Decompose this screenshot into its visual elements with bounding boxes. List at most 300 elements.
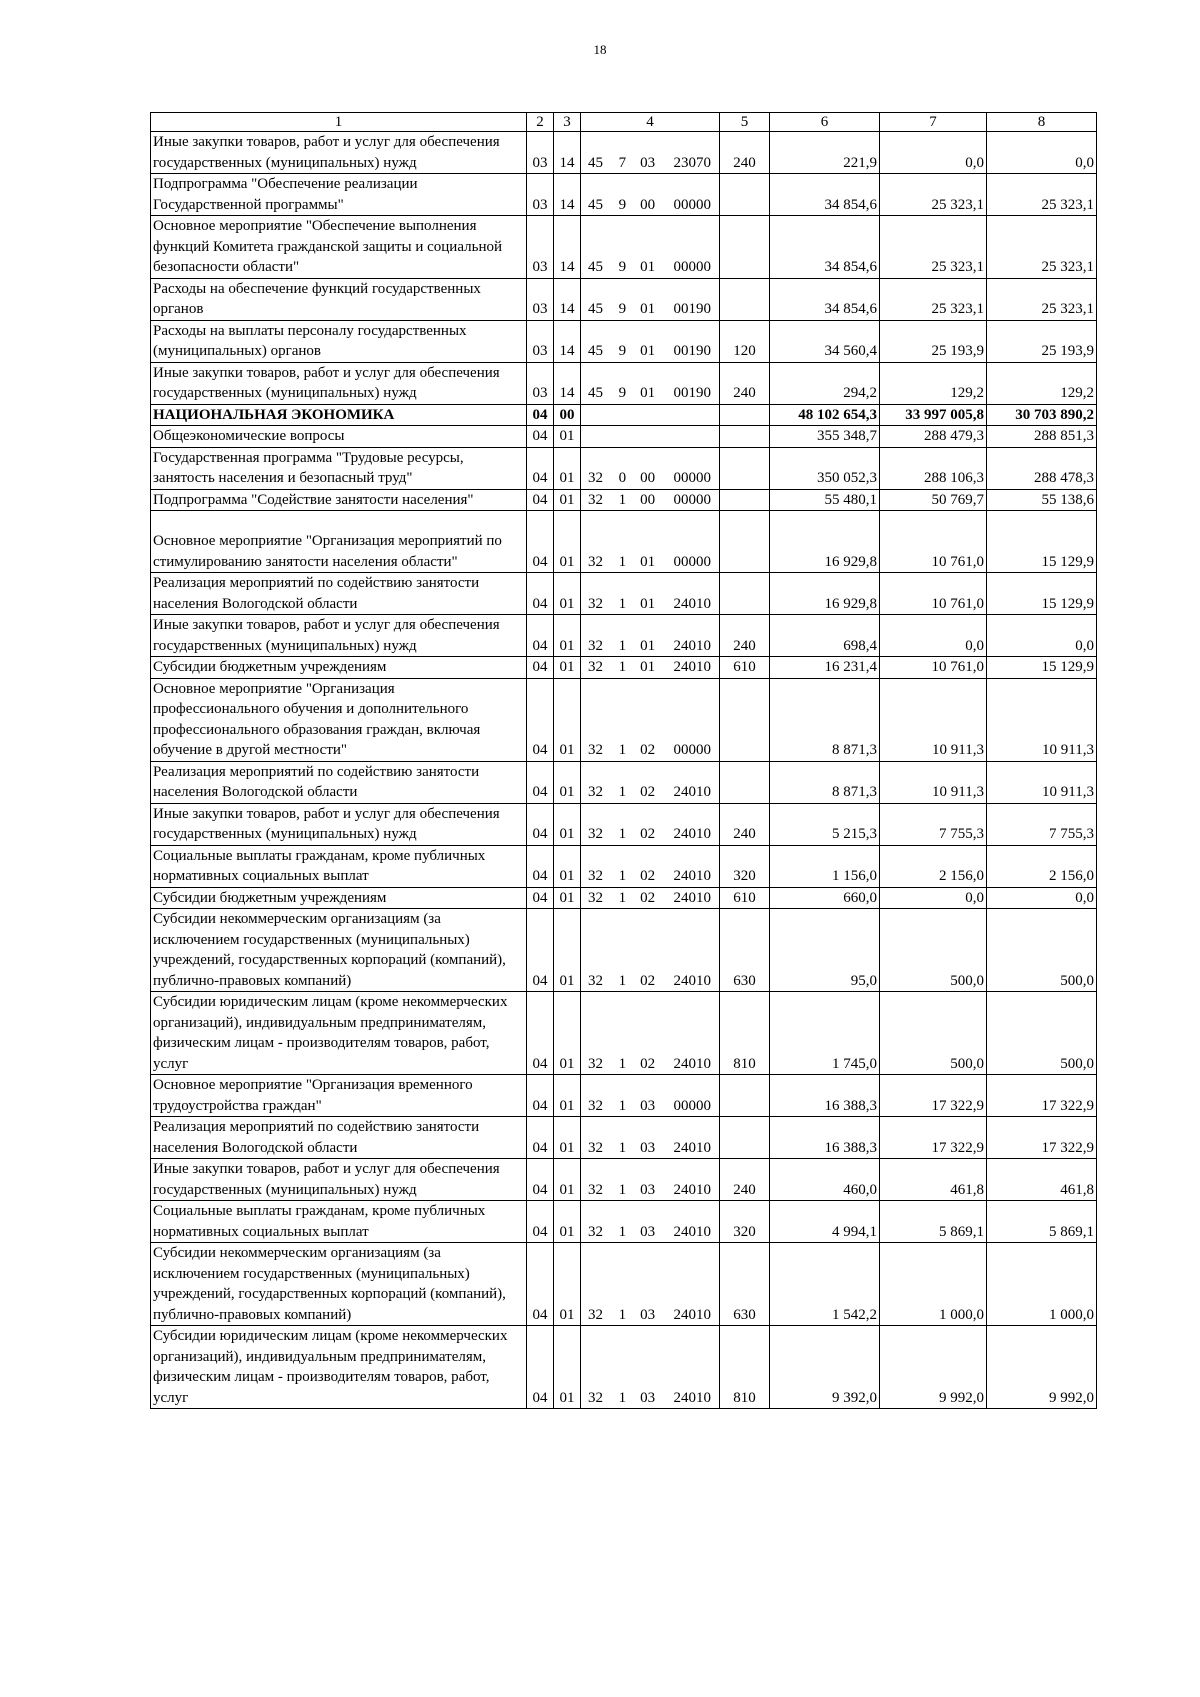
amount-col-6: 5 215,3 — [770, 803, 880, 845]
code-part: 00000 — [673, 491, 711, 508]
table-row — [151, 489, 1097, 511]
subsection-code: 01 — [554, 887, 581, 909]
row-name: Основное мероприятие "Организация временного трудоустройства граждан" — [151, 1075, 527, 1117]
section-code: 04 — [527, 909, 554, 992]
code-part: 02 — [640, 972, 656, 989]
subsection-code: 01 — [554, 803, 581, 845]
row-name: Иные закупки товаров, работ и услуг для обеспечения государственных (муниципальных) нужд — [151, 615, 527, 657]
amount-col-7: 17 322,9 — [880, 1117, 987, 1159]
section-code: 04 — [527, 1075, 554, 1117]
expense-type-code — [720, 278, 770, 320]
section-code: 04 — [527, 803, 554, 845]
section-code: 03 — [527, 216, 554, 279]
subsection-code: 01 — [554, 615, 581, 657]
row-name: Субсидии бюджетным учреждениям — [151, 657, 527, 679]
table-row — [151, 404, 1097, 426]
table-row — [151, 174, 1097, 216]
amount-col-8: 25 193,9 — [987, 320, 1097, 362]
row-name: Субсидии юридическим лицам (кроме некоммерческих организаций), индивидуальным предпринимателям, физическим лицам - производителям товаров, работ, услуг — [151, 992, 527, 1075]
expense-type-code — [720, 678, 770, 761]
code-part: 45 — [588, 259, 603, 275]
amount-col-7: 9 992,0 — [880, 1326, 987, 1409]
expense-type-code — [720, 404, 770, 426]
code-part: 9 — [618, 259, 627, 275]
subsection-code: 01 — [554, 1201, 581, 1243]
code-part: 1 — [618, 1306, 627, 1323]
amount-col-7: 129,2 — [880, 362, 987, 404]
target-article-code — [581, 909, 720, 992]
section-code: 04 — [527, 845, 554, 887]
target-article-code — [581, 511, 720, 573]
target-article-code — [581, 278, 720, 320]
code-part: 1 — [618, 1181, 627, 1198]
amount-col-6: 34 560,4 — [770, 320, 880, 362]
amount-col-7: 10 911,3 — [880, 761, 987, 803]
code-part: 00 — [640, 470, 656, 486]
amount-col-6: 350 052,3 — [770, 447, 880, 489]
header-row — [151, 113, 1097, 132]
column-header: 3 — [554, 113, 581, 132]
code-part: 00 — [640, 491, 656, 508]
code-part: 1 — [618, 868, 627, 884]
code-part: 32 — [588, 826, 603, 842]
subsection-code: 01 — [554, 1117, 581, 1159]
section-code: 04 — [527, 678, 554, 761]
code-part: 1 — [618, 826, 627, 842]
amount-col-6: 460,0 — [770, 1159, 880, 1201]
expense-type-code: 630 — [720, 909, 770, 992]
expense-type-code: 320 — [720, 845, 770, 887]
code-part: 32 — [588, 659, 603, 675]
row-name: Расходы на выплаты персоналу государственных (муниципальных) органов — [151, 320, 527, 362]
code-part: 1 — [618, 637, 627, 654]
target-article-code — [581, 320, 720, 362]
row-name: Субсидии некоммерческим организациям (за исключением государственных (муниципальных) учреждений, государственных корпораций (компаний), публично-правовых компаний) — [151, 909, 527, 992]
expense-type-code: 240 — [720, 132, 770, 174]
code-part: 00000 — [673, 1097, 711, 1114]
amount-col-7: 500,0 — [880, 992, 987, 1075]
table-body — [151, 132, 1097, 1409]
amount-col-6: 660,0 — [770, 887, 880, 909]
subsection-code: 01 — [554, 1243, 581, 1326]
code-part: 24010 — [673, 784, 711, 800]
code-part: 00190 — [673, 301, 711, 317]
row-name: НАЦИОНАЛЬНАЯ ЭКОНОМИКА — [151, 404, 527, 426]
target-article-code — [581, 1075, 720, 1117]
amount-col-6: 48 102 654,3 — [770, 404, 880, 426]
amount-col-8: 1 000,0 — [987, 1243, 1097, 1326]
code-part: 24010 — [673, 1181, 711, 1198]
row-name: Подпрограмма "Содействие занятости населения" — [151, 489, 527, 511]
table-row — [151, 216, 1097, 279]
target-article-code — [581, 887, 720, 909]
table-row — [151, 1326, 1097, 1409]
amount-col-8: 500,0 — [987, 992, 1097, 1075]
target-article-code — [581, 657, 720, 679]
amount-col-8: 17 322,9 — [987, 1117, 1097, 1159]
amount-col-6: 221,9 — [770, 132, 880, 174]
section-code: 04 — [527, 447, 554, 489]
code-part: 00190 — [673, 343, 711, 359]
code-part: 01 — [640, 659, 656, 675]
code-part: 32 — [588, 637, 603, 654]
amount-col-6: 8 871,3 — [770, 678, 880, 761]
subsection-code: 14 — [554, 320, 581, 362]
code-part: 1 — [618, 889, 627, 906]
row-name: Иные закупки товаров, работ и услуг для обеспечения государственных (муниципальных) нужд — [151, 803, 527, 845]
code-part: 00190 — [673, 385, 711, 401]
code-part: 24010 — [673, 1306, 711, 1323]
budget-table — [150, 112, 1097, 1409]
code-part: 45 — [588, 196, 603, 213]
column-header: 1 — [151, 113, 527, 132]
code-part: 24010 — [673, 1055, 711, 1072]
expense-type-code: 240 — [720, 615, 770, 657]
section-code: 04 — [527, 1201, 554, 1243]
code-part: 9 — [618, 301, 627, 317]
expense-type-code — [720, 426, 770, 448]
amount-col-8: 15 129,9 — [987, 657, 1097, 679]
table-row — [151, 132, 1097, 174]
code-part: 24010 — [673, 659, 711, 675]
section-code: 03 — [527, 278, 554, 320]
table-row — [151, 1159, 1097, 1201]
expense-type-code — [720, 1117, 770, 1159]
expense-type-code — [720, 489, 770, 511]
section-code: 04 — [527, 1159, 554, 1201]
subsection-code: 01 — [554, 761, 581, 803]
code-part: 1 — [618, 491, 627, 508]
code-part: 1 — [618, 784, 627, 800]
code-part: 32 — [588, 1139, 603, 1156]
amount-col-8: 25 323,1 — [987, 278, 1097, 320]
code-part: 0 — [618, 470, 627, 486]
amount-col-6: 16 929,8 — [770, 511, 880, 573]
amount-col-6: 16 388,3 — [770, 1117, 880, 1159]
row-name: Реализация мероприятий по содействию занятости населения Вологодской области — [151, 761, 527, 803]
amount-col-8: 15 129,9 — [987, 573, 1097, 615]
amount-col-7: 50 769,7 — [880, 489, 987, 511]
subsection-code: 01 — [554, 426, 581, 448]
amount-col-7: 0,0 — [880, 132, 987, 174]
table-row — [151, 278, 1097, 320]
amount-col-6: 4 994,1 — [770, 1201, 880, 1243]
code-part: 32 — [588, 1055, 603, 1072]
amount-col-6: 16 231,4 — [770, 657, 880, 679]
code-part: 02 — [640, 889, 656, 906]
amount-col-8: 2 156,0 — [987, 845, 1097, 887]
code-part: 1 — [618, 1223, 627, 1240]
amount-col-8: 55 138,6 — [987, 489, 1097, 511]
code-part: 00000 — [673, 553, 711, 570]
code-part: 01 — [640, 637, 656, 654]
section-code: 03 — [527, 320, 554, 362]
amount-col-7: 288 106,3 — [880, 447, 987, 489]
row-name: Социальные выплаты гражданам, кроме публичных нормативных социальных выплат — [151, 845, 527, 887]
code-part: 45 — [588, 154, 603, 171]
code-part: 03 — [640, 1389, 656, 1406]
section-code: 04 — [527, 489, 554, 511]
amount-col-8: 0,0 — [987, 615, 1097, 657]
code-part: 1 — [618, 1055, 627, 1072]
table-row — [151, 992, 1097, 1075]
code-part: 02 — [640, 742, 656, 758]
column-header: 2 — [527, 113, 554, 132]
target-article-code — [581, 803, 720, 845]
table-row — [151, 657, 1097, 679]
code-part: 9 — [618, 385, 627, 401]
row-name: Основное мероприятие "Организация мероприятий по стимулированию занятости населения области" — [151, 511, 527, 573]
amount-col-7: 25 193,9 — [880, 320, 987, 362]
amount-col-6: 16 388,3 — [770, 1075, 880, 1117]
section-code: 04 — [527, 992, 554, 1075]
code-part: 32 — [588, 1223, 603, 1240]
section-code: 04 — [527, 761, 554, 803]
column-header: 6 — [770, 113, 880, 132]
target-article-code — [581, 426, 720, 448]
section-code: 04 — [527, 1117, 554, 1159]
amount-col-6: 34 854,6 — [770, 278, 880, 320]
code-part: 01 — [640, 343, 656, 359]
code-part: 24010 — [673, 1389, 711, 1406]
code-part: 24010 — [673, 1139, 711, 1156]
row-name: Реализация мероприятий по содействию занятости населения Вологодской области — [151, 1117, 527, 1159]
code-part: 32 — [588, 553, 603, 570]
code-part: 03 — [640, 1306, 656, 1323]
row-name: Иные закупки товаров, работ и услуг для обеспечения государственных (муниципальных) нужд — [151, 1159, 527, 1201]
table-row — [151, 887, 1097, 909]
amount-col-8: 25 323,1 — [987, 216, 1097, 279]
subsection-code: 01 — [554, 1075, 581, 1117]
amount-col-7: 25 323,1 — [880, 278, 987, 320]
section-code: 04 — [527, 404, 554, 426]
code-part: 32 — [588, 868, 603, 884]
amount-col-6: 95,0 — [770, 909, 880, 992]
target-article-code — [581, 132, 720, 174]
amount-col-7: 500,0 — [880, 909, 987, 992]
code-part: 1 — [618, 1097, 627, 1114]
amount-col-6: 34 854,6 — [770, 174, 880, 216]
amount-col-7: 33 997 005,8 — [880, 404, 987, 426]
amount-col-8: 30 703 890,2 — [987, 404, 1097, 426]
table-row — [151, 909, 1097, 992]
amount-col-8: 9 992,0 — [987, 1326, 1097, 1409]
subsection-code: 01 — [554, 573, 581, 615]
row-name: Субсидии некоммерческим организациям (за исключением государственных (муниципальных) учреждений, государственных корпораций (компаний), публично-правовых компаний) — [151, 1243, 527, 1326]
code-part: 45 — [588, 301, 603, 317]
code-part: 00000 — [673, 196, 711, 213]
code-part: 02 — [640, 784, 656, 800]
amount-col-8: 17 322,9 — [987, 1075, 1097, 1117]
table-row — [151, 678, 1097, 761]
code-part: 1 — [618, 742, 627, 758]
expense-type-code: 240 — [720, 362, 770, 404]
subsection-code: 01 — [554, 657, 581, 679]
code-part: 32 — [588, 1181, 603, 1198]
amount-col-6: 9 392,0 — [770, 1326, 880, 1409]
code-part: 01 — [640, 259, 656, 275]
amount-col-6: 16 929,8 — [770, 573, 880, 615]
subsection-code: 01 — [554, 678, 581, 761]
code-part: 32 — [588, 1097, 603, 1114]
amount-col-8: 288 478,3 — [987, 447, 1097, 489]
column-header: 7 — [880, 113, 987, 132]
code-part: 01 — [640, 553, 656, 570]
row-name: Общеэкономические вопросы — [151, 426, 527, 448]
code-part: 32 — [588, 889, 603, 906]
code-part: 01 — [640, 385, 656, 401]
amount-col-7: 0,0 — [880, 887, 987, 909]
section-code: 04 — [527, 1326, 554, 1409]
amount-col-8: 5 869,1 — [987, 1201, 1097, 1243]
code-part: 32 — [588, 470, 603, 486]
target-article-code — [581, 845, 720, 887]
table-row — [151, 426, 1097, 448]
target-article-code — [581, 761, 720, 803]
subsection-code: 14 — [554, 132, 581, 174]
row-name: Социальные выплаты гражданам, кроме публичных нормативных социальных выплат — [151, 1201, 527, 1243]
code-part: 1 — [618, 1389, 627, 1406]
code-part: 01 — [640, 301, 656, 317]
code-part: 1 — [618, 659, 627, 675]
amount-col-8: 129,2 — [987, 362, 1097, 404]
amount-col-8: 0,0 — [987, 132, 1097, 174]
section-code: 03 — [527, 132, 554, 174]
section-code: 03 — [527, 174, 554, 216]
expense-type-code — [720, 573, 770, 615]
code-part: 1 — [618, 553, 627, 570]
code-part: 03 — [640, 1139, 656, 1156]
amount-col-7: 10 761,0 — [880, 573, 987, 615]
amount-col-7: 1 000,0 — [880, 1243, 987, 1326]
expense-type-code: 120 — [720, 320, 770, 362]
target-article-code — [581, 362, 720, 404]
section-code: 04 — [527, 657, 554, 679]
code-part: 00000 — [673, 742, 711, 758]
row-name: Иные закупки товаров, работ и услуг для обеспечения государственных (муниципальных) нужд — [151, 132, 527, 174]
table-row — [151, 615, 1097, 657]
code-part: 00 — [640, 196, 656, 213]
table-row — [151, 447, 1097, 489]
code-part: 24010 — [673, 1223, 711, 1240]
code-part: 03 — [640, 154, 656, 171]
amount-col-8: 15 129,9 — [987, 511, 1097, 573]
amount-col-7: 17 322,9 — [880, 1075, 987, 1117]
code-part: 32 — [588, 784, 603, 800]
code-part: 32 — [588, 1389, 603, 1406]
subsection-code: 14 — [554, 216, 581, 279]
section-code: 04 — [527, 615, 554, 657]
section-code: 03 — [527, 362, 554, 404]
expense-type-code: 320 — [720, 1201, 770, 1243]
amount-col-6: 55 480,1 — [770, 489, 880, 511]
amount-col-8: 0,0 — [987, 887, 1097, 909]
table-row — [151, 320, 1097, 362]
column-header: 4 — [581, 113, 720, 132]
section-code: 04 — [527, 1243, 554, 1326]
row-name: Субсидии бюджетным учреждениям — [151, 887, 527, 909]
amount-col-7: 7 755,3 — [880, 803, 987, 845]
code-part: 24010 — [673, 972, 711, 989]
target-article-code — [581, 678, 720, 761]
table-row — [151, 573, 1097, 615]
table-row — [151, 1201, 1097, 1243]
expense-type-code: 810 — [720, 992, 770, 1075]
target-article-code — [581, 992, 720, 1075]
section-code: 04 — [527, 426, 554, 448]
row-name: Основное мероприятие "Организация профессионального обучения и дополнительного профессионального образования граждан, включая обучение в другой местности" — [151, 678, 527, 761]
amount-col-8: 7 755,3 — [987, 803, 1097, 845]
code-part: 9 — [618, 196, 627, 213]
row-name: Государственная программа "Трудовые ресурсы, занятость населения и безопасный труд" — [151, 447, 527, 489]
code-part: 24010 — [673, 637, 711, 654]
subsection-code: 01 — [554, 511, 581, 573]
code-part: 24010 — [673, 868, 711, 884]
code-part: 24010 — [673, 889, 711, 906]
code-part: 1 — [618, 595, 627, 612]
expense-type-code: 240 — [720, 803, 770, 845]
subsection-code: 14 — [554, 278, 581, 320]
code-part: 02 — [640, 826, 656, 842]
target-article-code — [581, 1243, 720, 1326]
amount-col-7: 10 911,3 — [880, 678, 987, 761]
code-part: 45 — [588, 385, 603, 401]
code-part: 32 — [588, 595, 603, 612]
amount-col-7: 5 869,1 — [880, 1201, 987, 1243]
amount-col-7: 10 761,0 — [880, 657, 987, 679]
code-part: 9 — [618, 343, 627, 359]
code-part: 32 — [588, 742, 603, 758]
target-article-code — [581, 573, 720, 615]
code-part: 32 — [588, 1306, 603, 1323]
code-part: 1 — [618, 1139, 627, 1156]
code-part: 00000 — [673, 259, 711, 275]
table-row — [151, 845, 1097, 887]
amount-col-8: 10 911,3 — [987, 761, 1097, 803]
subsection-code: 14 — [554, 362, 581, 404]
amount-col-8: 288 851,3 — [987, 426, 1097, 448]
target-article-code — [581, 174, 720, 216]
amount-col-6: 8 871,3 — [770, 761, 880, 803]
amount-col-7: 288 479,3 — [880, 426, 987, 448]
code-part: 00000 — [673, 470, 711, 486]
target-article-code — [581, 1326, 720, 1409]
table-row — [151, 511, 1097, 573]
row-name: Субсидии юридическим лицам (кроме некоммерческих организаций), индивидуальным предпринимателям, физическим лицам - производителям товаров, работ, услуг — [151, 1326, 527, 1409]
code-part: 03 — [640, 1181, 656, 1198]
target-article-code — [581, 216, 720, 279]
code-part: 7 — [618, 154, 627, 171]
section-code: 04 — [527, 887, 554, 909]
code-part: 03 — [640, 1223, 656, 1240]
amount-col-6: 1 156,0 — [770, 845, 880, 887]
amount-col-8: 10 911,3 — [987, 678, 1097, 761]
table-row — [151, 761, 1097, 803]
code-part: 01 — [640, 595, 656, 612]
row-name: Реализация мероприятий по содействию занятости населения Вологодской области — [151, 573, 527, 615]
subsection-code: 00 — [554, 404, 581, 426]
code-part: 02 — [640, 1055, 656, 1072]
expense-type-code — [720, 216, 770, 279]
amount-col-7: 25 323,1 — [880, 174, 987, 216]
code-part: 32 — [588, 491, 603, 508]
code-part: 45 — [588, 343, 603, 359]
code-part: 24010 — [673, 595, 711, 612]
amount-col-8: 461,8 — [987, 1159, 1097, 1201]
expense-type-code: 610 — [720, 657, 770, 679]
amount-col-6: 355 348,7 — [770, 426, 880, 448]
expense-type-code — [720, 511, 770, 573]
